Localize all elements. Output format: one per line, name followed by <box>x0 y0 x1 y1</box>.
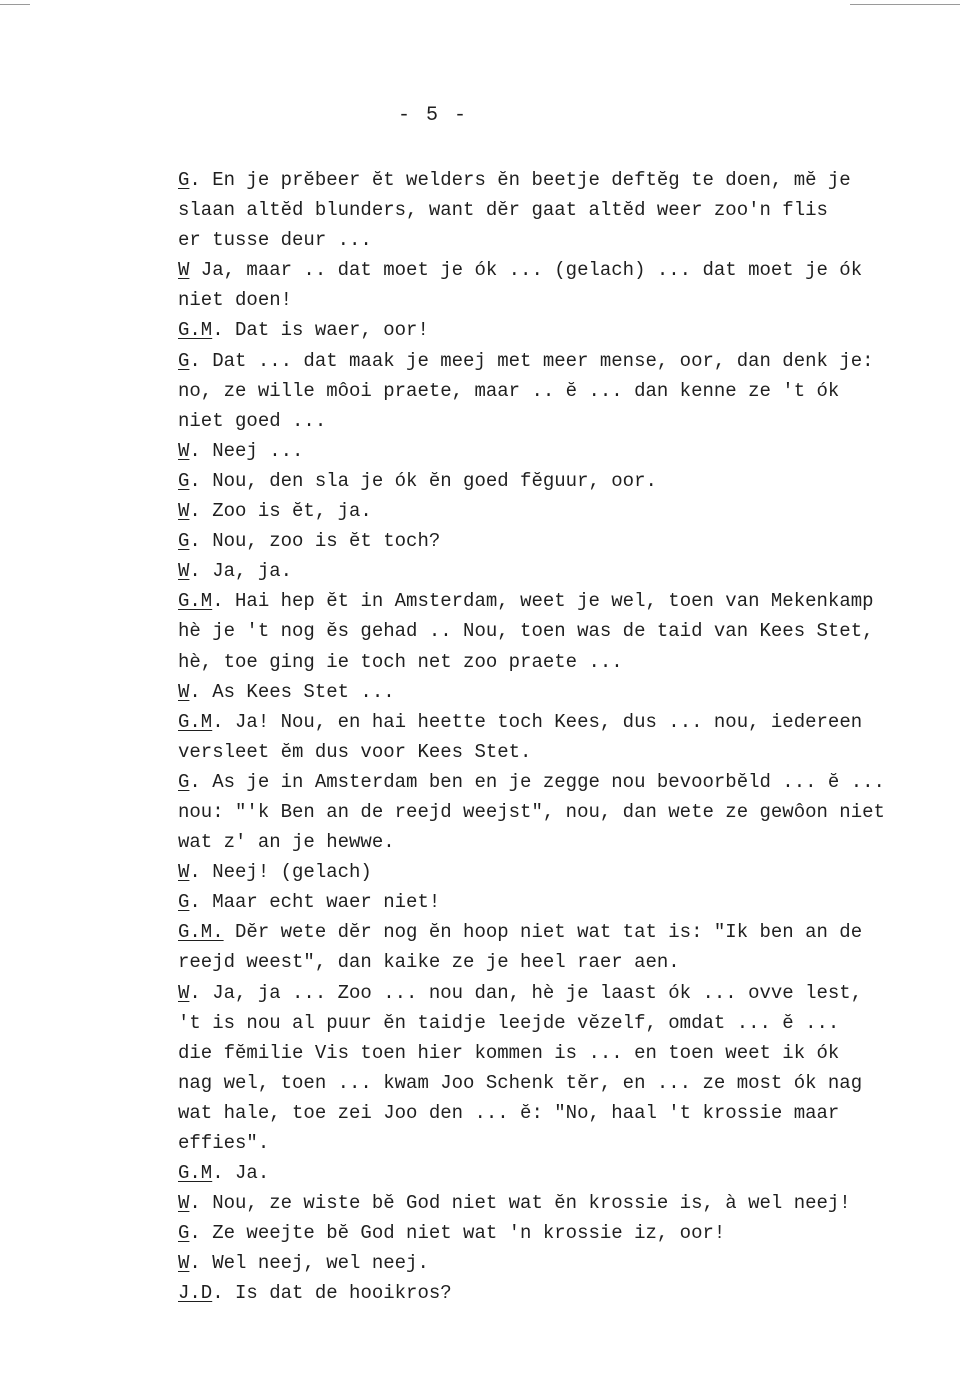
scan-edge-mark <box>850 4 960 5</box>
transcript-line <box>178 195 948 225</box>
transcript-line <box>178 346 948 376</box>
speaker-label: W <box>178 1192 190 1215</box>
transcript-line <box>178 1128 948 1158</box>
line-text: nag wel, toen ... kwam Joo Schenk tĕr, en ... ze most ók nag <box>178 1071 863 1094</box>
transcript-line <box>178 466 948 496</box>
line-text: . As je in Amsterdam ben en je zegge nou bevoorbĕld ... ĕ ... <box>189 770 885 793</box>
page-number: - 5 - <box>398 104 469 127</box>
speaker-label: W <box>178 560 190 583</box>
line-text: . Maar echt waer niet! <box>189 891 441 914</box>
line-text: nou: "'k Ben an de reejd weejst", nou, dan wete ze gewôon niet <box>178 800 885 823</box>
speaker-label: G <box>178 891 190 914</box>
transcript-line <box>178 315 948 345</box>
speaker-label: G.M <box>178 710 213 733</box>
line-text: . Neej ... <box>189 439 304 462</box>
transcript-line <box>178 827 948 857</box>
line-text: hè, toe ging ie toch net zoo praete ... <box>178 650 623 673</box>
speaker-label: G <box>178 169 190 191</box>
speaker-label: G.M <box>178 1162 213 1185</box>
speaker-label: W <box>178 259 190 282</box>
transcript-line <box>178 1188 948 1218</box>
line-text: niet doen! <box>178 289 293 312</box>
transcript-line <box>178 737 948 767</box>
line-text: . Ja! Nou, en hai heette toch Kees, dus ... nou, iedereen <box>212 710 863 733</box>
line-text: reejd weest", dan kaike ze je heel raer aen. <box>178 951 680 974</box>
line-text: die fĕmilie Vis toen hier kommen is ... en toen weet ik ók <box>178 1041 840 1064</box>
line-text: . En je prĕbeer ĕt welders ĕn beetje deftĕg te doen, mĕ je <box>189 169 851 191</box>
transcript-line <box>178 1038 948 1068</box>
line-text: er tusse deur ... <box>178 229 372 252</box>
transcript-line <box>178 285 948 315</box>
transcript-body <box>178 165 948 1309</box>
line-text: . Nou, den sla je ók ĕn goed fĕguur, oor. <box>189 469 657 492</box>
speaker-label: W <box>178 500 190 523</box>
transcript-line <box>178 436 948 466</box>
speaker-label: G <box>178 530 190 553</box>
line-text: . Nou, ze wiste bĕ God niet wat ĕn krossie is, à wel neej! <box>189 1192 851 1215</box>
transcript-line <box>178 225 948 255</box>
transcript-line <box>178 1098 948 1128</box>
transcript-line <box>178 406 948 436</box>
line-text: . Dat ... dat maak je meej met meer mense, oor, dan denk je: <box>189 349 874 372</box>
speaker-label: G <box>178 1222 190 1245</box>
transcript-line <box>178 707 948 737</box>
speaker-label: G <box>178 770 190 793</box>
transcript-line <box>178 1248 948 1278</box>
line-text: niet goed ... <box>178 409 327 432</box>
line-text: hè je 't nog ĕs gehad .. Nou, toen was de taid van Kees Stet, <box>178 620 874 643</box>
speaker-label: G.M <box>178 590 213 613</box>
line-text: . As Kees Stet ... <box>189 680 395 703</box>
transcript-line <box>178 1158 948 1188</box>
line-text: . Neej! (gelach) <box>189 861 372 884</box>
transcript-line <box>178 526 948 556</box>
line-text: wat hale, toe zei Joo den ... ĕ: "No, haal 't krossie maar <box>178 1101 840 1124</box>
speaker-label: W <box>178 680 190 703</box>
line-text: wat z' an je hewwe. <box>178 831 395 854</box>
transcript-line <box>178 947 948 977</box>
line-text: slaan altĕd blunders, want dĕr gaat altĕd weer zoo'n flis <box>178 199 828 222</box>
line-text: . Is dat de hooikros? <box>212 1282 452 1305</box>
transcript-line <box>178 1008 948 1038</box>
transcript-line <box>178 887 948 917</box>
speaker-label: G <box>178 469 190 492</box>
line-text: . Nou, zoo is ĕt toch? <box>189 530 441 553</box>
transcript-line <box>178 857 948 887</box>
transcript-line <box>178 677 948 707</box>
transcript-line <box>178 767 948 797</box>
line-text: 't is nou al puur ĕn taidje leejde vĕzelf, omdat ... ĕ ... <box>178 1011 840 1034</box>
transcript-line <box>178 647 948 677</box>
transcript-line <box>178 1218 948 1248</box>
speaker-label: J.D <box>178 1282 213 1305</box>
transcript-line <box>178 616 948 646</box>
line-text: . Ze weejte bĕ God niet wat 'n krossie iz, oor! <box>189 1222 726 1245</box>
line-text: . Ja, ja. <box>189 560 293 583</box>
speaker-label: G <box>178 349 190 372</box>
transcript-line <box>178 1068 948 1098</box>
speaker-label: W <box>178 1252 190 1275</box>
speaker-label: W <box>178 439 190 462</box>
line-text: . Dat is waer, oor! <box>212 319 429 342</box>
line-text: versleet ĕm dus voor Kees Stet. <box>178 740 532 763</box>
line-text: . Zoo is ĕt, ja. <box>189 500 372 523</box>
transcript-line <box>178 586 948 616</box>
line-text: effies". <box>178 1132 270 1154</box>
transcript-line <box>178 556 948 586</box>
line-text: Dĕr wete dĕr nog ĕn hoop niet wat tat is: "Ik ben an de <box>223 921 863 944</box>
speaker-label: G.M <box>178 319 213 342</box>
transcript-line <box>178 797 948 827</box>
speaker-label: W <box>178 861 190 884</box>
speaker-label: G.M. <box>178 921 224 944</box>
transcript-line <box>178 165 948 195</box>
transcript-line <box>178 376 948 406</box>
line-text: Ja, maar .. dat moet je ók ... (gelach) ... dat moet je ók <box>189 259 863 282</box>
transcript-line <box>178 255 948 285</box>
line-text: . Wel neej, wel neej. <box>189 1252 429 1275</box>
line-text: . Ja, ja ... Zoo ... nou dan, hè je laast ók ... ovve lest, <box>189 981 863 1004</box>
transcript-line <box>178 1278 948 1308</box>
transcript-line <box>178 496 948 526</box>
line-text: . Hai hep ĕt in Amsterdam, weet je wel, toen van Mekenkamp <box>212 590 874 613</box>
line-text: no, ze wille môoi praete, maar .. ĕ ... dan kenne ze 't ók <box>178 379 840 402</box>
scan-edge-mark <box>0 4 30 5</box>
transcript-line <box>178 917 948 947</box>
speaker-label: W <box>178 981 190 1004</box>
line-text: . Ja. <box>212 1162 270 1185</box>
transcript-line <box>178 978 948 1008</box>
